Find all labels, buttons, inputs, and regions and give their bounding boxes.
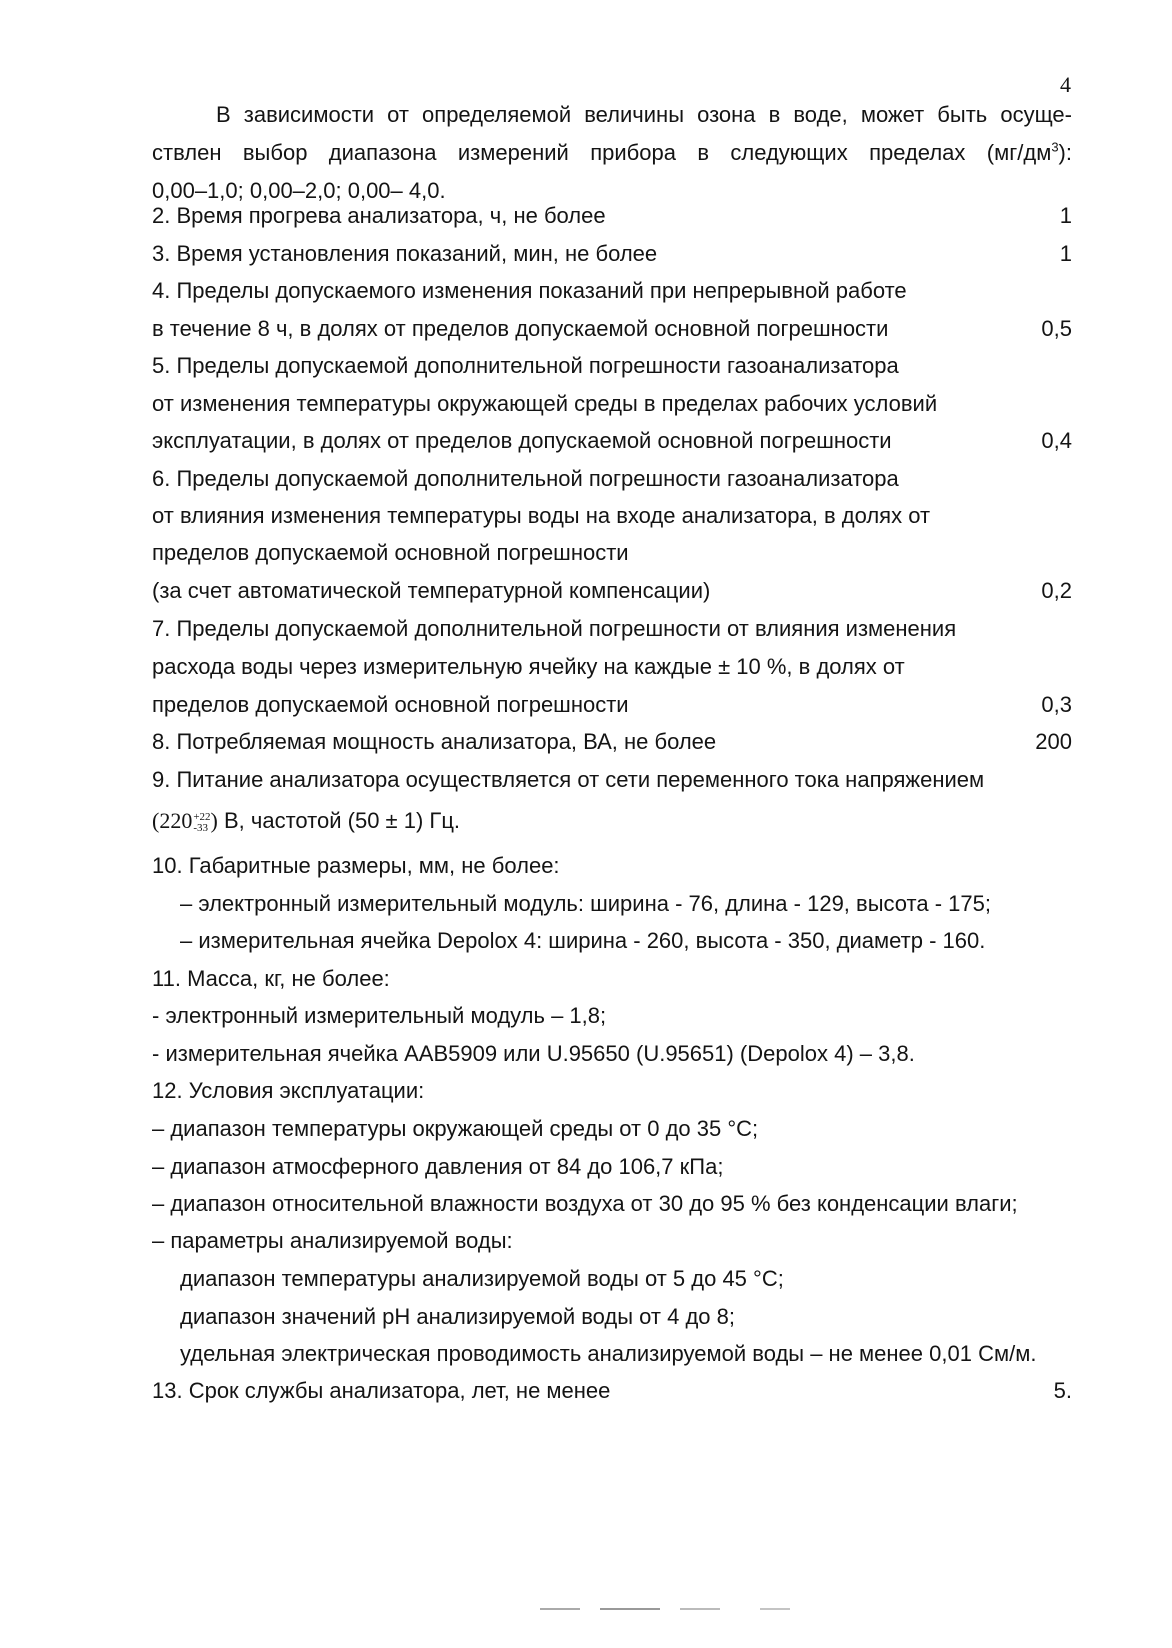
spec-item-9-line-1: 9. Питание анализатора осуществляется от сети переменного тока напряжением [152,767,985,792]
spec-item-13-value: 5. [1053,1378,1072,1403]
spec-item-10-b: – измерительная ячейка Depolox 4: ширина - 260, высота - 350, диаметр - 160. [180,928,986,953]
spec-item-10-a: – электронный измерительный модуль: ширина - 76, длина - 129, высота - 175; [180,891,991,916]
spec-item-12-b: – диапазон атмосферного давления от 84 до 106,7 кПа; [152,1154,724,1179]
spec-item-8-value: 200 [1035,729,1072,754]
spec-item-7-line-3: пределов допускаемой основной погрешности 0,3 [152,686,1072,724]
spec-item-4-line-1: 4. Пределы допускаемого изменения показаний при непрерывной работе [152,278,907,303]
spec-item-4-value: 0,5 [1041,316,1072,341]
spec-item-9-line-2: (220+22 -33 ) В, частотой (50 ± 1) Гц. [152,808,461,834]
spec-item-10-title: 10. Габаритные размеры, мм, не более: [152,853,560,878]
spec-item-3-value: 1 [1059,241,1072,266]
spec-item-7-line-1: 7. Пределы допускаемой дополнительной погрешности от влияния изменения [152,616,957,641]
intro-line-1: В зависимости от определяемой величины озона в воде, может быть осуще- [216,102,1072,127]
scan-artifact [760,1608,790,1610]
scan-artifact [540,1608,580,1610]
scan-artifact [600,1608,660,1610]
spec-item-2-value: 1 [1059,203,1072,228]
spec-item-12-title: 12. Условия эксплуатации: [152,1078,425,1103]
spec-item-12-e: диапазон температуры анализируемой воды от 5 до 45 °С; [180,1266,784,1291]
spec-item-7-line-2: расхода воды через измерительную ячейку на каждые ± 10 %, в долях от [152,654,905,679]
spec-item-11-b: - измерительная ячейка ААВ5909 или U.95650 (U.95651) (Depolox 4) – 3,8. [152,1041,915,1066]
spec-item-2-text: 2. Время прогрева анализатора, ч, не более [152,203,606,228]
page-number: 4 [1060,72,1071,97]
spec-item-8: 8. Потребляемая мощность анализатора, ВА, не более 200 [152,723,1072,761]
spec-item-3-text: 3. Время установления показаний, мин, не более [152,241,658,266]
intro-line-2: ствлен выбор диапазона измерений прибора в следующих пределах $(мг/дм^3)$: [152,139,1072,165]
spec-item-5-line-3: эксплуатации, в долях от пределов допускаемой основной погрешности 0,4 [152,422,1072,460]
spec-item-6-line-1: 6. Пределы допускаемой дополнительной погрешности газоанализатора [152,466,899,491]
spec-item-12-d: – параметры анализируемой воды: [152,1228,513,1253]
spec-item-11-a: - электронный измерительный модуль – 1,8; [152,1003,607,1028]
spec-item-13: 13. Срок службы анализатора, лет, не менее 5. [152,1372,1072,1410]
superscript-3: 3 [1051,139,1059,155]
spec-item-11-title: 11. Масса, кг, не более: [152,966,390,991]
spec-item-6-line-3: пределов допускаемой основной погрешности [152,540,629,565]
spec-item-5-line-1: 5. Пределы допускаемой дополнительной погрешности газоанализатора [152,353,899,378]
spec-item-4-line-2: в течение 8 ч, в долях от пределов допускаемой основной погрешности 0,5 [152,310,1072,348]
spec-item-12-g: удельная электрическая проводимость анализируемой воды – не менее 0,01 См/м. [180,1341,1037,1366]
voltage-expression: (220+22 -33 ) [152,808,218,834]
spec-item-5-value: 0,4 [1041,428,1072,453]
intro-line-3: 0,00–1,0; 0,00–2,0; 0,00– 4,0. [152,178,446,203]
spec-item-6-value: 0,2 [1041,578,1072,603]
spec-item-6-line-4: (за счет автоматической температурной компенсации) 0,2 [152,572,1072,610]
intro-paragraph [152,96,1072,210]
spec-item-7-value: 0,3 [1041,692,1072,717]
spec-item-12-f: диапазон значений pH анализируемой воды от 4 до 8; [180,1304,735,1329]
spec-item-2 [152,197,1072,235]
spec-item-3 [152,235,1072,273]
spec-item-5-line-2: от изменения температуры окружающей среды в пределах рабочих условий [152,391,938,416]
scan-artifact [680,1608,720,1610]
spec-item-12-c: – диапазон относительной влажности воздуха от 30 до 95 % без конденсации влаги; [152,1191,1018,1216]
spec-item-12-a: – диапазон температуры окружающей среды от 0 до 35 °С; [152,1116,759,1141]
spec-item-6-line-2: от влияния изменения температуры воды на входе анализатора, в долях от [152,503,931,528]
